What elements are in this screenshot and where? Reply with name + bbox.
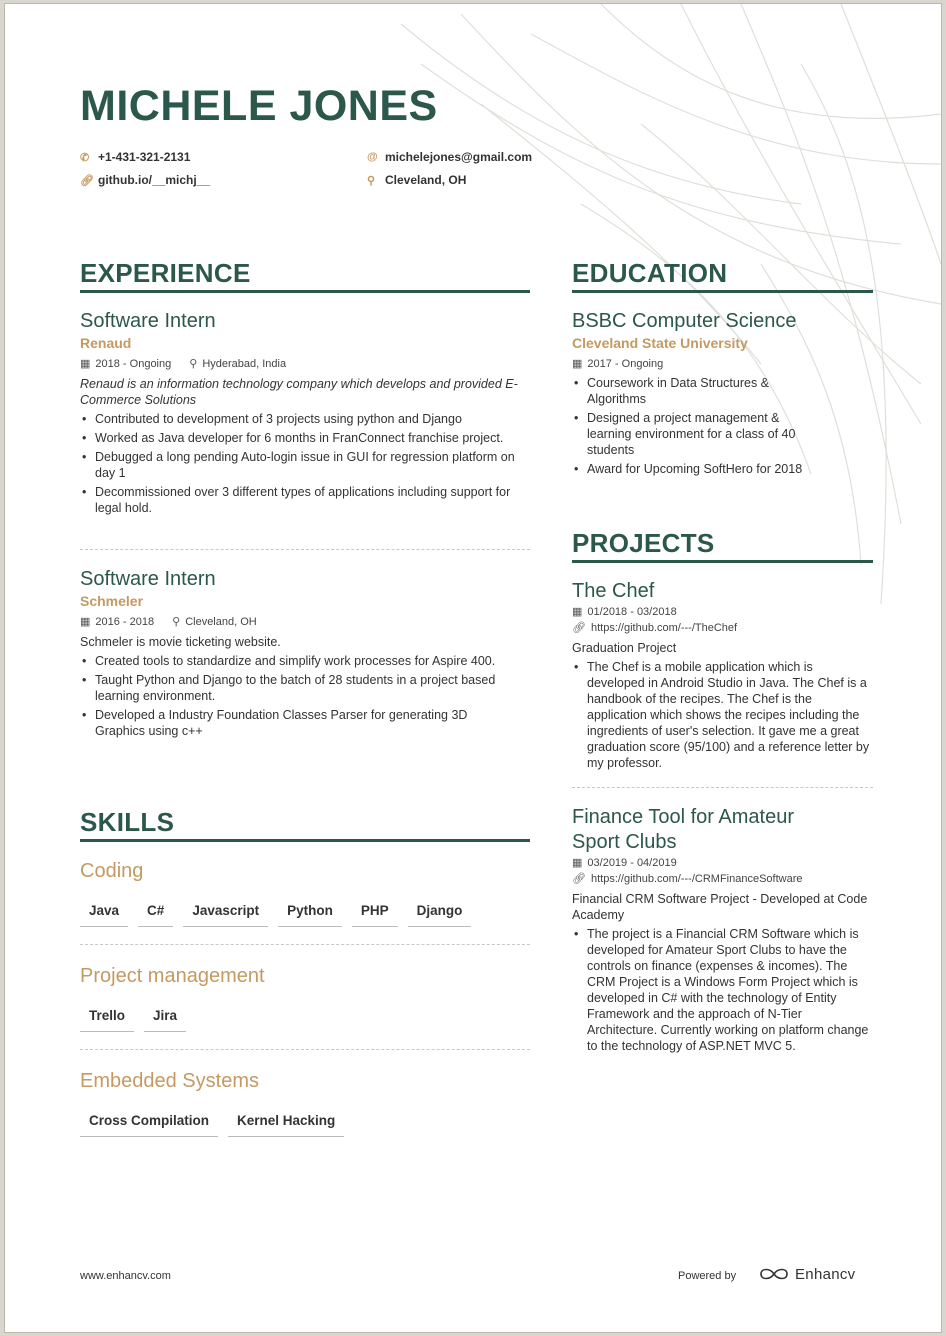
entry-description: Schmeler is movie ticketing website. (80, 635, 281, 649)
entry-company: Renaud (80, 335, 132, 351)
entry-title: Software Intern (80, 568, 216, 590)
skill-tag: Cross Compilation (80, 1112, 218, 1137)
divider (80, 944, 530, 945)
project-date: ▦ 01/2018 - 03/2018 (572, 606, 677, 618)
link-icon: 🔗︎ (572, 622, 586, 634)
location-pin-icon: ⚲ (172, 616, 181, 628)
divider (80, 1049, 530, 1050)
project-description: Graduation Project (572, 641, 677, 655)
experience-entry-1 (80, 309, 520, 516)
enhancv-logo[interactable]: Enhancv (758, 1265, 855, 1283)
link-icon: 🔗︎ (80, 174, 94, 187)
skill-tag: Java (80, 902, 128, 927)
school-name: Cleveland State University (572, 335, 748, 351)
experience-heading: EXPERIENCE (80, 258, 251, 288)
resume-page (4, 3, 942, 1333)
location-pin-icon: ⚲ (189, 358, 198, 370)
entry-meta: ▦ 2016 - 2018 ⚲ Cleveland, OH (80, 616, 257, 628)
education-rule (572, 290, 873, 293)
skill-tag: Django (408, 902, 472, 927)
projects-heading: PROJECTS (572, 528, 715, 558)
list-item: • Coursework in Data Structures & Algorithms (572, 375, 812, 407)
calendar-icon: ▦ (572, 857, 583, 869)
entry-description: Renaud is an information technology company which develops and provided E-Commerce Solutions (80, 377, 518, 407)
list-item: • The project is a Financial CRM Software which is developed for Amateur Sport Clubs to have the controls on finance (expenses & incomes). The CRM Project is a Windows Form Project which is developed in C# with the technology of Entity Framework and the approach of N-Tier Architecture. Currently working on platform change to the technology of ASP.NET MVC 5. (572, 926, 872, 1054)
divider (80, 549, 530, 550)
education-heading: EDUCATION (572, 258, 728, 288)
link-icon: 🔗︎ (572, 873, 586, 885)
skill-tags (80, 1112, 530, 1137)
skill-group-title: Coding (80, 860, 144, 882)
list-item: • Decommissioned over 3 different types of applications including support for legal hold. (80, 484, 520, 516)
project-description: Financial CRM Software Project - Developed at Code Academy (572, 892, 868, 922)
list-item: • Worked as Java developer for 6 months in FranConnect franchise project. (80, 430, 520, 446)
project-bullets (572, 659, 872, 771)
contact-email[interactable]: @ michelejones@gmail.com (367, 150, 533, 164)
skill-tags (80, 1007, 530, 1032)
skill-group-title: Project management (80, 965, 265, 987)
entry-meta: ▦ 2017 - Ongoing (572, 358, 664, 370)
education-entry (572, 309, 872, 477)
projects-rule (572, 560, 873, 563)
skills-rule (80, 839, 530, 842)
project-date: ▦ 03/2019 - 04/2019 (572, 857, 677, 869)
list-item: • Debugged a long pending Auto-login issue in GUI for regression platform on day 1 (80, 449, 520, 481)
project-title: The Chef (572, 580, 655, 602)
list-item: • Created tools to standardize and simplify work processes for Aspire 400. (80, 653, 520, 669)
list-item: • The Chef is a mobile application which is developed in Android Studio in Java. The Chef is a handbook of the recipes. The Chef is the application which shows the recipes including the ingredients of user's selection. It gave me a great graduation score (95/100) and a reference letter by my professor. (572, 659, 872, 771)
list-item: • Contributed to development of 3 projects using python and Django (80, 411, 520, 427)
skill-group-title: Embedded Systems (80, 1070, 259, 1092)
skills-heading: SKILLS (80, 807, 175, 837)
at-icon: @ (367, 151, 378, 163)
skill-tag: C# (138, 902, 173, 927)
list-item: • Designed a project management & learning environment for a class of 40 students (572, 410, 812, 458)
skill-tag: Javascript (183, 902, 268, 927)
divider (572, 787, 873, 788)
skill-tag: PHP (352, 902, 398, 927)
phone-icon: ✆ (80, 151, 90, 164)
project-link[interactable]: 🔗︎ https://github.com/---/CRMFinanceSoftware (572, 873, 803, 885)
list-item: • Award for Upcoming SoftHero for 2018 (572, 461, 812, 477)
skill-group-project-management (80, 963, 530, 1032)
skill-tag: Python (278, 902, 342, 927)
calendar-icon: ▦ (572, 606, 583, 618)
powered-by-label: Powered by (678, 1270, 737, 1282)
experience-rule (80, 290, 530, 293)
skill-group-coding (80, 858, 530, 927)
degree-title: BSBC Computer Science (572, 310, 797, 332)
list-item: • Taught Python and Django to the batch of 28 students in a project based learning environment. (80, 672, 520, 704)
entry-bullets (80, 411, 520, 516)
entry-company: Schmeler (80, 593, 144, 609)
entry-bullets (80, 653, 520, 739)
entry-title: Software Intern (80, 310, 216, 332)
candidate-name: MICHELE JONES (80, 82, 438, 130)
project-link[interactable]: 🔗︎ https://github.com/---/TheChef (572, 622, 738, 634)
location-pin-icon: ⚲ (367, 174, 376, 187)
skill-tag: Jira (144, 1007, 186, 1032)
skill-tags (80, 902, 530, 927)
project-title: Finance Tool for Amateur Sport Clubs (572, 806, 794, 853)
experience-entry-2 (80, 567, 520, 739)
calendar-icon: ▦ (80, 616, 91, 628)
education-bullets (572, 375, 812, 477)
enhancv-logo-icon (758, 1265, 790, 1283)
contact-location: ⚲ Cleveland, OH (367, 173, 467, 187)
footer-url[interactable]: www.enhancv.com (80, 1270, 171, 1282)
calendar-icon: ▦ (572, 358, 583, 370)
skill-tag: Kernel Hacking (228, 1112, 344, 1137)
contact-phone: ✆ +1-431-321-2131 (80, 150, 191, 164)
contact-website[interactable]: 🔗︎ github.io/__michj__ (80, 173, 211, 187)
project-bullets (572, 926, 872, 1054)
entry-meta: ▦ 2018 - Ongoing ⚲ Hyderabad, India (80, 358, 287, 370)
list-item: • Developed a Industry Foundation Classes Parser for generating 3D Graphics using c++ (80, 707, 520, 739)
skill-tag: Trello (80, 1007, 134, 1032)
skill-group-embedded-systems (80, 1068, 530, 1137)
calendar-icon: ▦ (80, 358, 91, 370)
project-entry-2 (572, 805, 872, 1054)
project-entry-1 (572, 579, 872, 771)
